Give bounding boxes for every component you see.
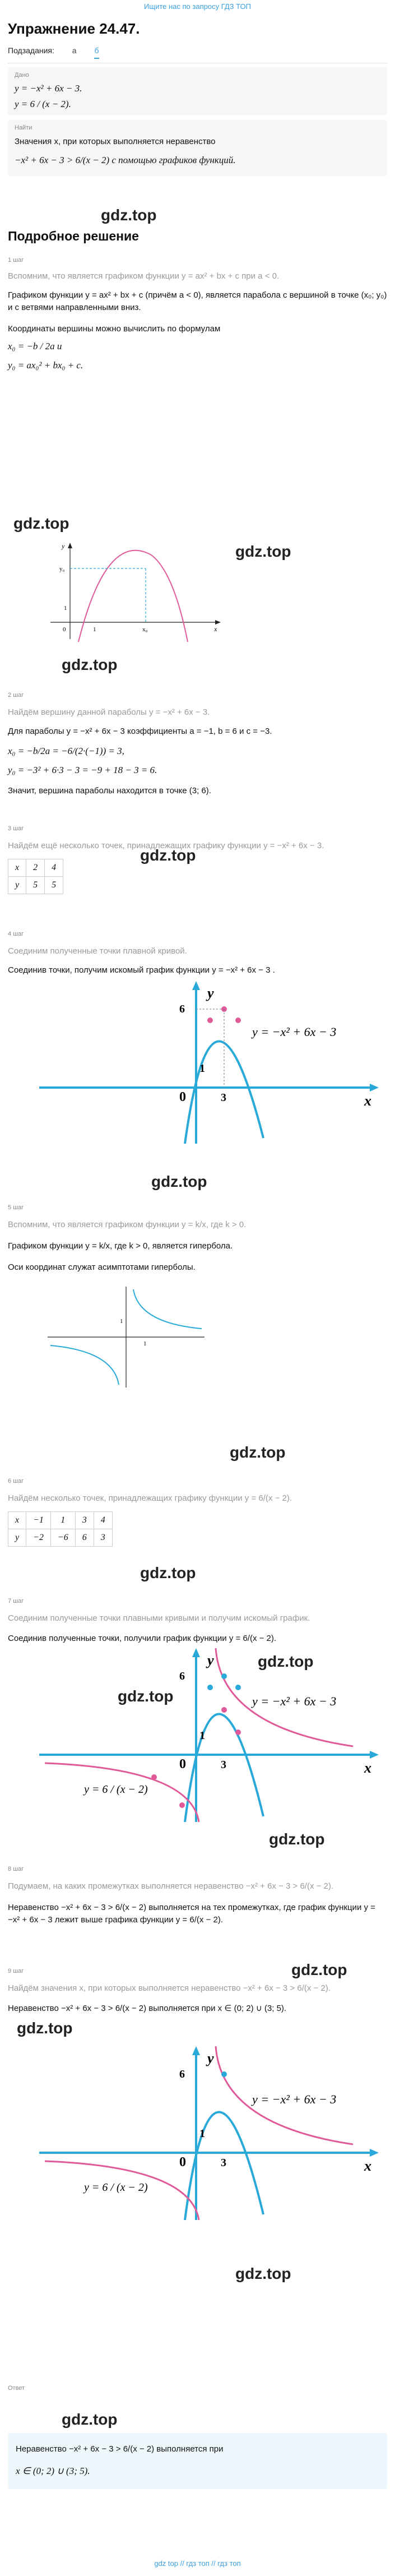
watermark: gdz.top <box>291 1961 347 1978</box>
watermark: gdz.top <box>235 2265 291 2282</box>
watermark: gdz.top <box>62 2411 118 2428</box>
watermark: gdz.top <box>140 1564 196 1581</box>
subtask-bar <box>8 46 99 59</box>
graph-y0-label: y₀ <box>59 566 65 572</box>
step-1-text-2: Координаты вершины можно вычислить по формулам <box>8 324 221 334</box>
step-9-graph <box>22 2041 381 2226</box>
graph-y-label: y <box>207 1652 214 1668</box>
step-4 <box>8 931 387 977</box>
step-3-tag: 3 шаг <box>8 825 24 832</box>
answer-tag: Ответ <box>8 2385 25 2392</box>
answer-line-2: x ∈ (0; 2) ∪ (3; 5). <box>16 2466 90 2476</box>
step-6-table <box>8 1511 113 1547</box>
graph-x-label: x <box>364 1093 371 1109</box>
find-tag: Найти <box>15 124 32 131</box>
step-7-intro: Соединим полученные точки плавными кривыми и получим искомый график. <box>8 1613 310 1623</box>
graph-y-label: y <box>207 2050 214 2066</box>
footer-links[interactable]: gdz top // гдз топ // гдз топ <box>154 2559 241 2568</box>
graph-zero: 0 <box>63 626 66 633</box>
graph-one-y: 1 <box>120 1318 123 1325</box>
graph-six: 6 <box>179 2068 185 2080</box>
table-cell: 3 <box>75 1512 94 1529</box>
step-3-intro: Найдём ещё несколько точек, принадлежащих графику функции y = −x² + 6x − 3. <box>8 841 324 850</box>
subtask-option-b[interactable]: б <box>94 46 99 59</box>
solution-heading: Подробное решение <box>8 229 139 243</box>
graph-one: 1 <box>199 2128 205 2140</box>
watermark: gdz.top <box>258 1653 314 1670</box>
step-5-text-2: Оси координат служат асимптотами гиперболы. <box>8 1262 196 1272</box>
table-row <box>8 859 63 877</box>
graph-x-label: x <box>364 1760 371 1776</box>
step-1-graph <box>39 538 224 645</box>
table-cell: x <box>8 859 26 877</box>
graph-one: 1 <box>199 1729 205 1742</box>
table-row <box>8 877 63 894</box>
step-3-table <box>8 859 63 894</box>
watermark: gdz.top <box>17 2019 73 2037</box>
graph-six: 6 <box>179 1003 185 1015</box>
given-tag: Дано <box>15 72 29 78</box>
graph-one-y: 1 <box>64 605 67 612</box>
graph-zero: 0 <box>179 1757 186 1772</box>
graph-x-label: x <box>364 2158 371 2174</box>
table-cell: 5 <box>45 877 63 894</box>
table-cell: −2 <box>26 1529 51 1547</box>
graph-hyperbola-label: y = 6 / (x − 2) <box>84 1783 148 1796</box>
graph-three: 3 <box>221 2157 226 2169</box>
step-7-tag: 7 шаг <box>8 1598 24 1604</box>
graph-x-label: x <box>214 625 217 633</box>
find-text: Значения x, при которых выполняется неравенство <box>15 137 216 146</box>
table-cell: x <box>8 1512 26 1529</box>
answer-tag-wrap <box>8 2383 25 2393</box>
answer-line-1: Неравенство −x² + 6x − 3 > 6/(x − 2) выполняется при <box>16 2444 224 2454</box>
given-line-1: y = −x² + 6x − 3. <box>15 83 82 94</box>
table-cell: 1 <box>50 1512 75 1529</box>
graph-six: 6 <box>179 1670 185 1682</box>
step-6 <box>8 1478 387 1547</box>
table-cell: 4 <box>94 1512 112 1529</box>
step-3 <box>8 825 387 894</box>
step-1-text-1: Графиком функции y = ax² + bx + c (причём a < 0), является парабола с вершиной в точке (x₀; y₀) и с ветвями направленными вниз. <box>8 290 387 312</box>
watermark: gdz.top <box>13 515 69 532</box>
step-2 <box>8 692 387 797</box>
graph-hyperbola-label: y = 6 / (x − 2) <box>84 2181 148 2194</box>
given-box <box>8 67 387 115</box>
table-cell: 6 <box>75 1529 94 1547</box>
step-8 <box>8 1866 387 1926</box>
step-5-text-1: Графиком функции y = k/x, где k > 0, является гипербола. <box>8 1241 233 1251</box>
step-5-graph <box>45 1284 207 1390</box>
graph-y-label: y <box>62 542 65 550</box>
top-search-note[interactable]: Ищите нас по запросу ГДЗ ТОП <box>144 2 251 11</box>
step-9-intro: Найдём значения x, при которых выполняется неравенство −x² + 6x − 3 > 6/(x − 2). <box>8 1983 331 1993</box>
watermark: gdz.top <box>140 847 196 864</box>
step-6-tag: 6 шаг <box>8 1478 24 1484</box>
step-1-tag: 1 шаг <box>8 257 24 263</box>
subtask-option-a[interactable]: а <box>72 46 77 55</box>
step-9-text-1: Неравенство −x² + 6x − 3 > 6/(x − 2) выполняется при x ∈ (0; 2) ∪ (3; 5). <box>8 2004 287 2013</box>
step-6-intro: Найдём несколько точек, принадлежащих графику функции y = 6/(x − 2). <box>8 1493 292 1503</box>
graph-one-x: 1 <box>93 626 96 633</box>
step-7-graph <box>22 1643 381 1828</box>
step-9 <box>8 1968 387 2015</box>
step-9-tag: 9 шаг <box>8 1968 24 1974</box>
step-2-text-1: Для параболы y = −x² + 6x − 3 коэффициенты a = −1, b = 6 и c = −3. <box>8 727 272 736</box>
step-1-formula-1: x₀ = −b / 2a и <box>8 341 62 352</box>
step-2-formula-1: x₀ = −b/2a = −6/(2·(−1)) = 3, <box>8 746 124 756</box>
graph-x0-label: x₀ <box>142 626 148 633</box>
step-7-text-1: Соединив полученные точки, получили график функции y = 6/(x − 2). <box>8 1634 277 1643</box>
step-1-formula-2: y₀ = ax₀² + bx₀ + c. <box>8 360 83 371</box>
graph-parabola-label: y = −x² + 6x − 3 <box>252 1694 337 1708</box>
step-2-intro: Найдём вершину данной параболы y = −x² + 6x − 3. <box>8 707 210 717</box>
graph-zero: 0 <box>179 2155 186 2170</box>
step-2-tag: 2 шаг <box>8 692 24 699</box>
watermark: gdz.top <box>118 1687 174 1705</box>
watermark: gdz.top <box>235 543 291 560</box>
step-2-text-2: Значит, вершина параболы находится в точке (3; 6). <box>8 786 211 796</box>
table-cell: 2 <box>26 859 45 877</box>
step-7 <box>8 1598 387 1645</box>
graph-function-label: y = −x² + 6x − 3 <box>252 1025 337 1039</box>
watermark: gdz.top <box>230 1444 286 1461</box>
step-8-text-1: Неравенство −x² + 6x − 3 > 6/(x − 2) выполняется на тех промежутках, где график функции y = −x² + 6x − 3 лежит выше графика функции y = 6/(x − 2). <box>8 1903 375 1925</box>
table-row <box>8 1512 113 1529</box>
page-title: Упражнение 24.47. <box>8 20 140 37</box>
step-4-text-1: Соединив точки, получим искомый график функции y = −x² + 6x − 3 . <box>8 965 275 975</box>
table-cell: 3 <box>94 1529 112 1547</box>
table-cell: −1 <box>26 1512 51 1529</box>
table-cell: −6 <box>50 1529 75 1547</box>
watermark: gdz.top <box>101 206 157 224</box>
table-row <box>8 1529 113 1547</box>
watermark: gdz.top <box>151 1173 207 1190</box>
graph-parabola-label: y = −x² + 6x − 3 <box>252 2092 337 2106</box>
step-8-tag: 8 шаг <box>8 1866 24 1872</box>
step-4-intro: Соединим полученные точки плавной кривой. <box>8 946 187 956</box>
table-cell: 4 <box>45 859 63 877</box>
step-5 <box>8 1204 387 1274</box>
find-box <box>8 120 387 176</box>
answer-box <box>8 2433 387 2489</box>
step-4-graph <box>22 975 381 1149</box>
step-5-tag: 5 шаг <box>8 1204 24 1211</box>
table-cell: y <box>8 1529 26 1547</box>
subtask-label: Подзадания: <box>8 46 54 55</box>
graph-y-label: y <box>207 985 214 1001</box>
find-formula: −x² + 6x − 3 > 6/(x − 2) с помощью графиков функций. <box>15 155 236 165</box>
step-4-tag: 4 шаг <box>8 931 24 937</box>
step-2-formula-2: y₀ = −3² + 6·3 − 3 = −9 + 18 − 3 = 6. <box>8 765 157 775</box>
step-5-intro: Вспомним, что является графиком функции y = k/x, где k > 0. <box>8 1220 247 1229</box>
graph-three: 3 <box>221 1092 226 1104</box>
step-8-intro: Подумаем, на каких промежутках выполняется неравенство −x² + 6x − 3 > 6/(x − 2). <box>8 1881 334 1891</box>
graph-zero: 0 <box>179 1090 186 1104</box>
table-cell: y <box>8 877 26 894</box>
watermark: gdz.top <box>269 1830 325 1848</box>
given-line-2: y = 6 / (x − 2). <box>15 99 71 109</box>
table-cell: 5 <box>26 877 45 894</box>
graph-three: 3 <box>221 1759 226 1771</box>
watermark: gdz.top <box>62 656 118 673</box>
step-1-intro: Вспомним, что является графиком функции y = ax² + bx + c при a < 0. <box>8 271 280 281</box>
graph-one: 1 <box>199 1062 205 1075</box>
graph-one-x: 1 <box>143 1340 147 1347</box>
